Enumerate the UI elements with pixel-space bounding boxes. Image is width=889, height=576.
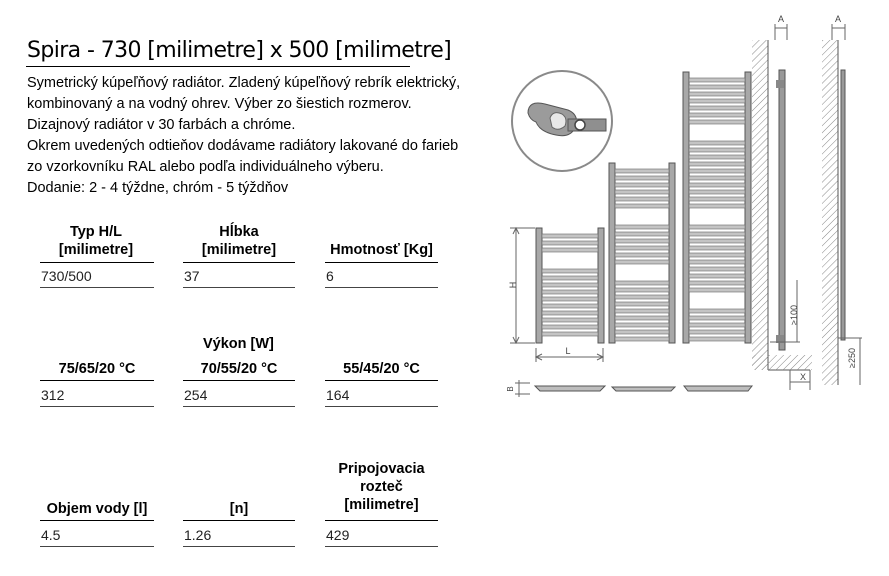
description-line: zo vzorkovníku RAL alebo podľa individuálneho výberu. [27, 159, 384, 175]
height-label: H [508, 281, 518, 289]
radiator-bar [689, 92, 745, 96]
radiator-large [683, 72, 751, 343]
radiator-bar [615, 190, 669, 194]
radiator-bar [615, 260, 669, 264]
radiator-bar [689, 183, 745, 187]
radiator-bar [689, 239, 745, 243]
spacing-value: 429 [326, 527, 350, 543]
description-line: Okrem uvedených odtieňov dodávame radiátory lakované do farieb [27, 138, 459, 154]
radiator-bar [615, 197, 669, 201]
radiator-bar [689, 288, 745, 292]
power-1-header: 75/65/20 °C [58, 361, 136, 377]
radiator-bar [689, 169, 745, 173]
type-header-line1: Typ H/L [69, 224, 123, 240]
radiator-bar [615, 330, 669, 334]
radiator-rail [745, 72, 751, 343]
n-value: 1.26 [184, 527, 212, 543]
power-1-value: 312 [41, 387, 65, 403]
volume-value: 4.5 [41, 527, 61, 543]
radiator-bar [689, 204, 745, 208]
radiator-bar [689, 78, 745, 82]
wall-section-1 [752, 24, 812, 390]
min-250-label: ≥250 [847, 348, 857, 368]
radiator-rail [669, 163, 675, 343]
radiator-bar [615, 337, 669, 341]
depth-value: 37 [184, 268, 200, 284]
width-label: L [565, 346, 571, 356]
spacing-header-line2: rozteč [360, 479, 403, 495]
min-100-label: ≥100 [789, 305, 799, 325]
radiator-bar [615, 281, 669, 285]
weight-header: Hmotnosť [Kg] [330, 242, 433, 258]
radiator-bar [542, 234, 598, 238]
radiator-bar [615, 204, 669, 208]
n-header: [n] [229, 501, 249, 517]
radiator-bar [689, 281, 745, 285]
description-line: kombinovaný a na vodný ohrev. Výber zo šiestich rozmerov. [27, 96, 412, 112]
radiator-bar [689, 260, 745, 264]
description-line: Dodanie: 2 - 4 týždne, chróm - 5 týždňov [27, 180, 289, 196]
radiator-bar [689, 113, 745, 117]
radiator-bar [615, 176, 669, 180]
plan-views [515, 380, 752, 397]
spacing-header-line1: Pripojovacia [338, 461, 425, 477]
radiator-bar [542, 332, 598, 336]
power-3-value: 164 [326, 387, 350, 403]
radiator-bar [689, 274, 745, 278]
depth-B-label: B [506, 386, 515, 392]
depth-header-line1: Hĺbka [219, 224, 259, 240]
radiator-bar [689, 316, 745, 320]
section-A2-label: A [834, 14, 842, 24]
product-title: Spira - 730 [milimetre] x 500 [milimetre] [27, 38, 452, 63]
radiator-bar [615, 323, 669, 327]
radiator-rail [609, 163, 615, 343]
radiator-bar [542, 276, 598, 280]
power-2-header: 70/55/20 °C [200, 361, 278, 377]
radiator-bar [542, 269, 598, 273]
radiator-bar [689, 106, 745, 110]
radiator-bar [689, 225, 745, 229]
radiator-bar [689, 323, 745, 327]
radiator-bar [542, 297, 598, 301]
radiator-small [536, 228, 604, 343]
type-value: 730/500 [41, 268, 92, 284]
radiator-bar [615, 302, 669, 306]
radiator-bar [689, 85, 745, 89]
connection-detail [512, 71, 612, 171]
power-2-value: 254 [184, 387, 208, 403]
radiator-bar [615, 232, 669, 236]
radiator-bar [542, 248, 598, 252]
radiator-bar [689, 141, 745, 145]
radiator-bar [615, 288, 669, 292]
depth-header-line2: [milimetre] [201, 242, 277, 258]
radiator-bar [689, 155, 745, 159]
radiator-bar [689, 232, 745, 236]
radiator-medium [609, 163, 675, 343]
radiator-bar [689, 337, 745, 341]
power-3-header: 55/45/20 °C [343, 361, 420, 377]
description-line: Dizajnový radiátor v 30 farbách a chróme. [27, 117, 296, 133]
radiator-bar [542, 283, 598, 287]
radiator-rail [598, 228, 604, 343]
radiator-bar [689, 253, 745, 257]
wall-section-2 [822, 24, 862, 385]
radiator-bar [615, 253, 669, 257]
radiator-bar [542, 241, 598, 245]
radiator-bar [542, 325, 598, 329]
radiator-bar [689, 197, 745, 201]
radiator-bar [615, 246, 669, 250]
radiator-bar [542, 318, 598, 322]
volume-header: Objem vody [l] [46, 501, 148, 517]
radiator-bar [689, 176, 745, 180]
radiator-bar [689, 162, 745, 166]
X-label: X [799, 372, 807, 382]
radiator-bar [542, 304, 598, 308]
radiator-bar [689, 309, 745, 313]
radiator-bar [615, 225, 669, 229]
radiator-bar [689, 120, 745, 124]
weight-value: 6 [326, 268, 334, 284]
section-A-label: A [777, 14, 785, 24]
spacing-header-line3: [milimetre] [344, 497, 419, 513]
radiator-bar [615, 295, 669, 299]
radiator-bar [689, 148, 745, 152]
radiator-rail [683, 72, 689, 343]
radiator-bar [689, 99, 745, 103]
radiator-bar [542, 290, 598, 294]
radiator-rail [536, 228, 542, 343]
radiator-bar [615, 183, 669, 187]
radiator-bar [615, 309, 669, 313]
radiator-bar [689, 246, 745, 250]
radiator-bar [542, 311, 598, 315]
radiator-bar [689, 330, 745, 334]
radiator-bar [615, 239, 669, 243]
type-header-line2: [milimetre] [58, 242, 134, 258]
description-line: Symetrický kúpeľňový radiátor. Zladený kúpeľňový rebrík elektrický, [27, 75, 461, 91]
power-group-header: Výkon [W] [203, 336, 274, 352]
radiator-bar [689, 190, 745, 194]
radiator-bar [615, 169, 669, 173]
radiator-bar [615, 316, 669, 320]
radiator-bar [689, 267, 745, 271]
